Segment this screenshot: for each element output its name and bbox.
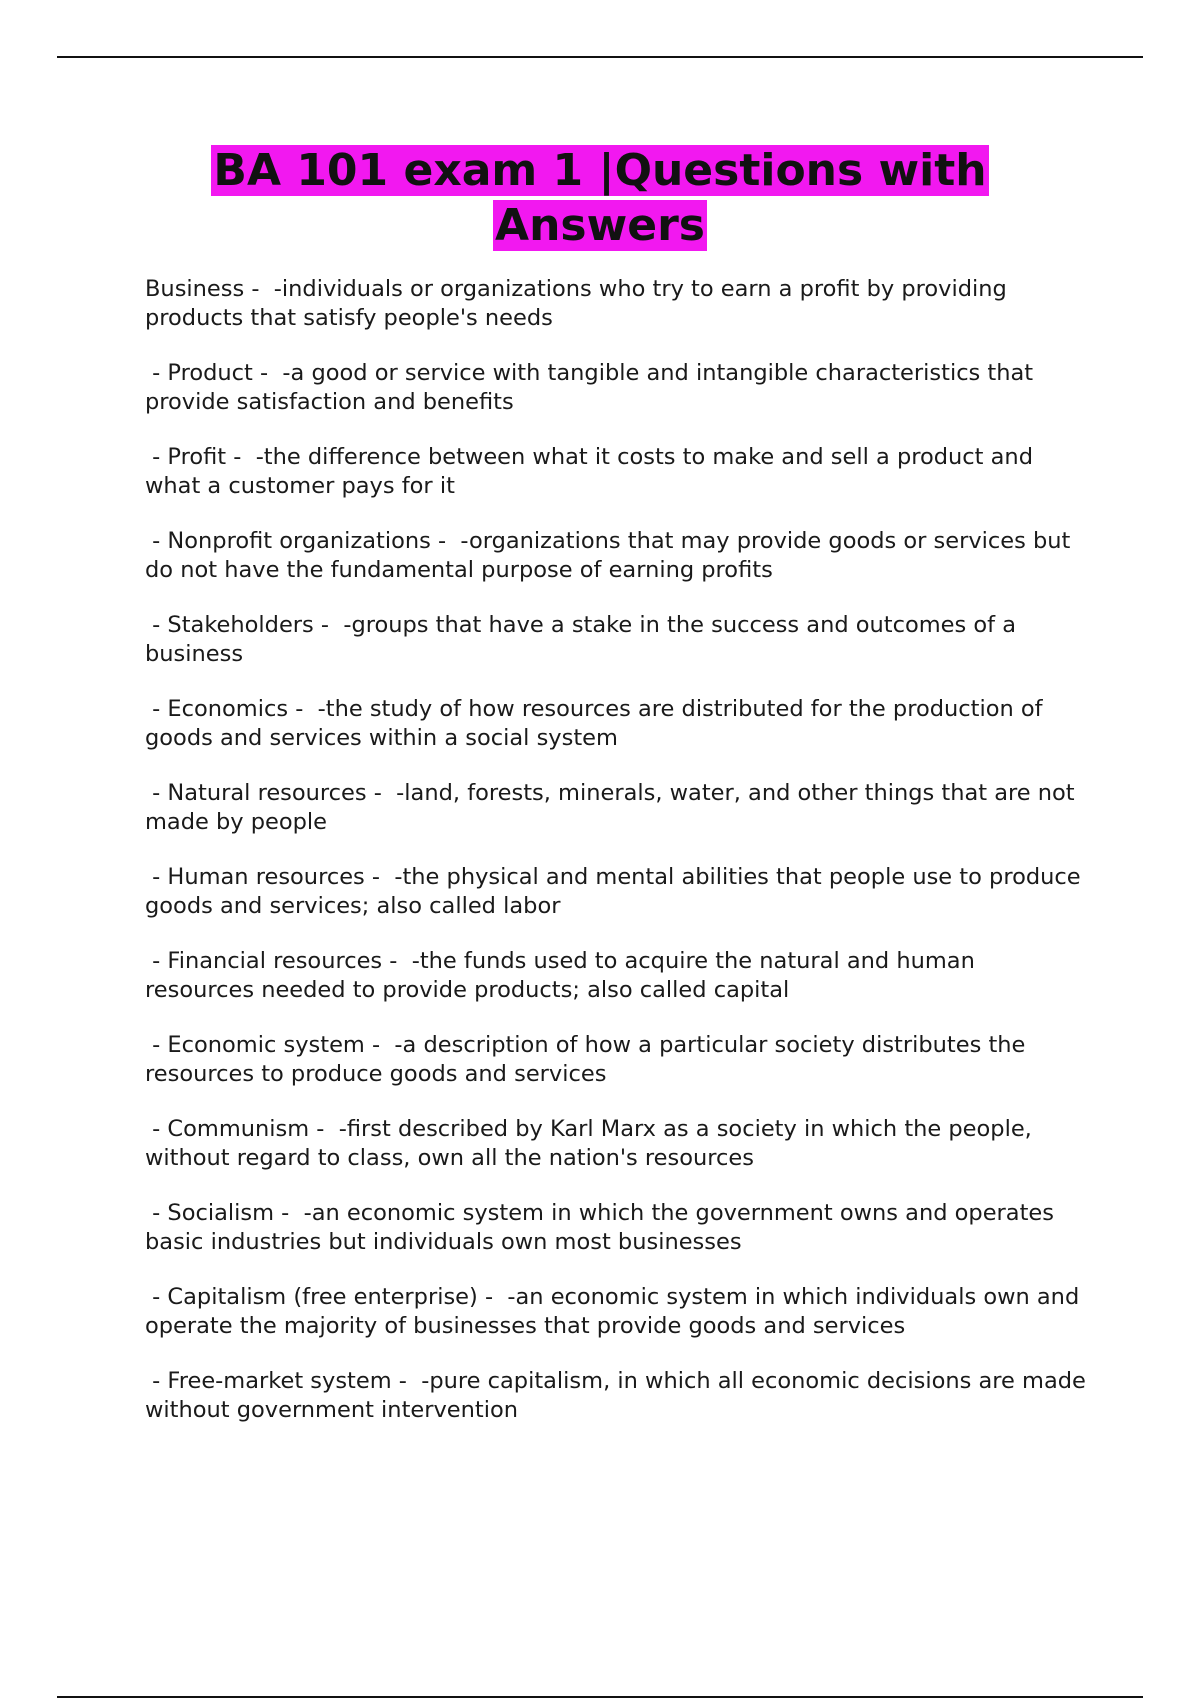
entry-natural-resources: - Natural resources - -land, forests, minerals, water, and other things that are not made by people [145,780,1082,835]
page-title: BA 101 exam 1 |Questions with Answers [213,145,987,251]
entry-stakeholders: - Stakeholders - -groups that have a stake in the success and outcomes of a business [145,612,1024,667]
header-rule [57,56,1143,58]
entry-financial-resources: - Financial resources - -the funds used to acquire the natural and human resources needed to provide products; also called capital [145,948,982,1003]
entry-free-market-system: - Free-market system - -pure capitalism, in which all economic decisions are made without government intervention [145,1368,1094,1423]
entry-capitalism: - Capitalism (free enterprise) - -an economic system in which individuals own and operate the majority of businesses that provide goods and services [145,1284,1087,1339]
entry-nonprofit-organizations: - Nonprofit organizations - -organizations that may provide goods or services but do not have the fundamental purpose of earning profits [145,528,1078,583]
entry-list [145,275,1094,1451]
entry-communism: - Communism - -first described by Karl Marx as a society in which the people, without regard to class, own all the nation's resources [145,1116,1039,1171]
entry-human-resources: - Human resources - -the physical and mental abilities that people use to produce goods and services; also called labor [145,864,1088,919]
entry-profit: - Profit - -the difference between what it costs to make and sell a product and what a customer pays for it [145,444,1041,499]
entry-economic-system: - Economic system - -a description of how a particular society distributes the resources to produce goods and services [145,1032,1033,1087]
footer-rule [57,1696,1143,1698]
page-title-container [100,143,1100,253]
entry-economics: - Economics - -the study of how resources are distributed for the production of goods and services within a social system [145,696,1050,751]
entry-product: - Product - -a good or service with tangible and intangible characteristics that provide satisfaction and benefits [145,360,1041,415]
entry-business: Business - -individuals or organizations who try to earn a profit by providing products that satisfy people's needs [145,276,1014,331]
entry-socialism: - Socialism - -an economic system in which the government owns and operates basic industries but individuals own most businesses [145,1200,1062,1255]
